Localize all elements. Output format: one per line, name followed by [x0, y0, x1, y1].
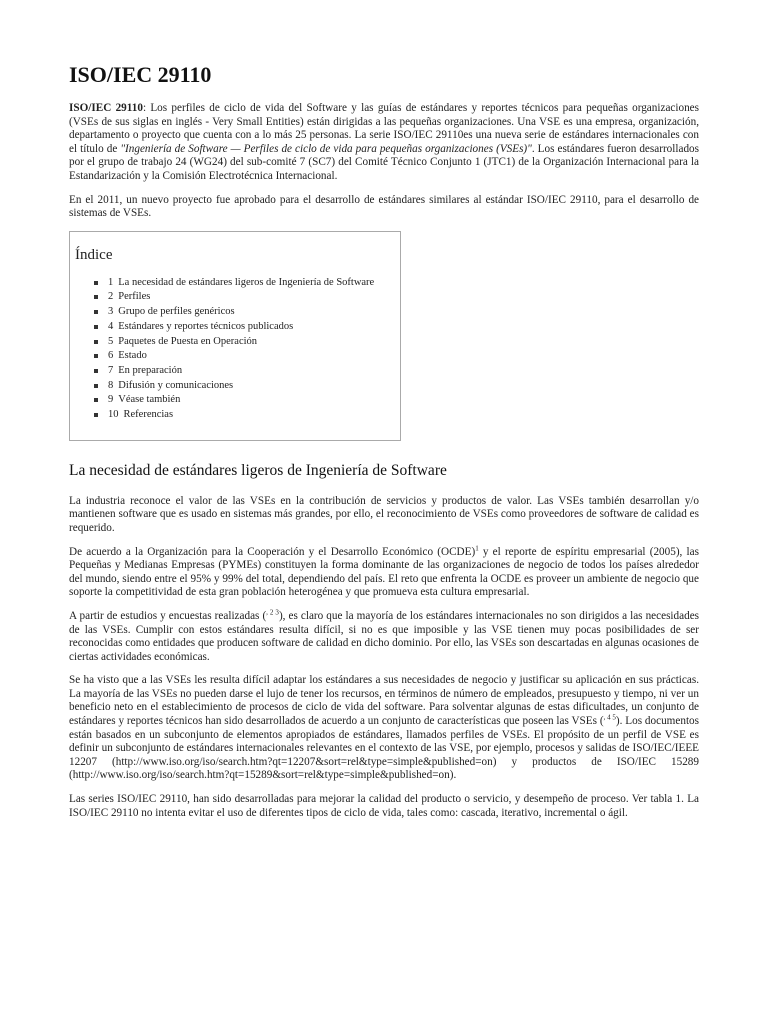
document-page [69, 62, 699, 830]
intro-bold-term: ISO/IEC 29110 [69, 102, 143, 114]
toc-list [74, 276, 400, 423]
toc-item-number: 7 [108, 364, 114, 376]
standard-title-quote: "Ingeniería de Software — Perfiles de ciclo de vida para pequeñas organizaciones (VSEs)" [120, 142, 532, 155]
toc-item-label[interactable]: Véase también [118, 394, 181, 406]
toc-item-number: 8 [108, 379, 114, 391]
toc-item-number: 6 [108, 350, 114, 362]
footnote-ref[interactable]: 1 [475, 543, 479, 552]
toc-title: Índice [75, 246, 113, 263]
toc-item-label[interactable]: Grupo de perfiles genéricos [118, 306, 235, 318]
toc-item[interactable] [94, 349, 400, 364]
toc-item[interactable] [94, 305, 400, 320]
intro-section [69, 102, 699, 221]
toc-item-number: 5 [108, 335, 114, 347]
toc-item[interactable] [94, 290, 400, 305]
toc-item-label[interactable]: Estado [118, 350, 147, 362]
page-title: ISO/IEC 29110 [69, 62, 212, 87]
intro-paragraph-2: En el 2011, un nuevo proyecto fue aprobado para el desarrollo de estándares similares al estándar ISO/IEC 29110, para el desarrollo de sistemas de VSEs. [69, 193, 699, 220]
toc-item[interactable] [94, 379, 400, 394]
footnote-ref[interactable]: , 2 3 [266, 608, 279, 617]
toc-item-label[interactable]: Difusión y comunicaciones [118, 379, 234, 391]
toc-item[interactable] [94, 408, 400, 423]
toc-item-number: 1 [108, 276, 114, 288]
toc-item[interactable] [94, 335, 400, 350]
section-paragraph-4: Se ha visto que a las VSEs les resulta difícil adaptar los estándares a sus necesidades de negocio y justificar su aplicación en sus prácticas. La mayoría de las VSEs no pueden darse el lujo de tener los recursos, en términos de número de empleados, presupuesto y tiempo, ni ver un beneficio neto en el establecimiento de procesos de ciclo de vida del software. Para solventar algunas de estas dificultades, un conjunto de estándares y reportes técnicos han sido desarrollados de acuerdo a un conjunto de características que poseen las VSEs ($^{, 4 5}$). Los documentos están basados en un subconjunto de elementos apropiados de estándares, llamados perfiles de VSEs. El propósito de un perfil de VSE es definir un subconjunto de estándares internacionales relevantes en el contexto de las VSE, por ejemplo, procesos y salidas de ISO/IEC/IEEE 12207 (http://www.iso.org/iso/search.htm?qt=12207&sort=rel&type=simple&published=on) y productos de ISO/IEC 15289 (http://www.iso.org/iso/search.htm?qt=15289&sort=rel&type=simple&published=on). [69, 674, 699, 782]
toc-item-number: 10 [108, 409, 119, 421]
intro-paragraph-1: ISO/IEC 29110: Los perfiles de ciclo de vida del Software y las guías de estándares y reportes técnicos para pequeñas organizaciones (VSEs de sus siglas en inglés - Very Small Entities) están dirigidas a las pequeñas organizaciones. Una VSE es una empresa, organización, departamento o proyecto que cuenta con a lo más 25 personas. La serie ISO/IEC 29110es una nueva serie de estándares internacionales con el título de "Ingeniería de Software — Perfiles de ciclo de vida para pequeñas organizaciones (VSEs)". Los estándares fueron desarrollados por el grupo de trabajo 24 (WG24) del sub-comité 7 (SC7) del Comité Técnico Conjunto 1 (JTC1) de la Organización Internacional para la Estandarización y la Comisión Electrotécnica Internacional. [69, 102, 699, 182]
section-heading: La necesidad de estándares ligeros de Ingeniería de Software [69, 461, 447, 479]
toc-item-label[interactable]: En preparación [118, 364, 183, 376]
toc-item-number: 3 [108, 306, 114, 318]
toc-item-label[interactable]: Estándares y reportes técnicos publicados [118, 320, 294, 332]
toc-item[interactable] [94, 320, 400, 335]
section-paragraph-3: A partir de estudios y encuestas realizadas ($^{, 2 3}$), es claro que la mayoría de los estándares internacionales no son dirigidos a las necesidades de las VSEs. Cumplir con estos estándares resulta difícil, si no es que imposible y las VSE tienen muy pocas posibilidades de ser reconocidas como entidades que producen software de calidad en dicho dominio. Por ello, las VSEs son descartadas en algunas ocasiones de ciertas actividades económicas. [69, 608, 700, 663]
toc-item-number: 4 [108, 320, 114, 332]
toc-item-number: 9 [108, 394, 114, 406]
toc-item-label[interactable]: Perfiles [118, 291, 151, 303]
table-of-contents [69, 231, 401, 441]
section-paragraph-5: Las series ISO/IEC 29110, han sido desarrolladas para mejorar la calidad del producto o servicio, y desempeño de proceso. Ver tabla 1. La ISO/IEC 29110 no intenta evitar el uso de diferentes tipos de ciclo de vida, tales como: cascada, iterativo, incremental o ágil. [69, 793, 699, 819]
toc-item[interactable] [94, 364, 400, 379]
section-paragraph-1: La industria reconoce el valor de las VSEs en la contribución de servicios y productos de valor. Las VSEs también desarrollan y/o mantienen software que es usado en sistemas más grandes, por ello, el reconocimiento de VSEs como proveedores de software de calidad es requerido. [69, 494, 699, 534]
section-paragraph-2: De acuerdo a la Organización para la Cooperación y el Desarrollo Económico (OCDE)$^1$ y el reporte de espíritu empresarial (2005), las Pequeñas y Medianas Empresas (PYMEs) constituyen la forma dominante de las organizaciones de negocio de todos los países alrededor del mundo, siendo entre el 95% y 99% del total, dependiendo del país. El reto que enfrenta la OCDE es proveer un ambiente de negocio que soporte la competitividad de esta gran población heterogénea y que promueva esta cultura empresarial. [69, 543, 699, 599]
toc-item[interactable] [94, 393, 400, 408]
toc-item-label[interactable]: Paquetes de Puesta en Operación [118, 335, 258, 347]
footnote-ref[interactable]: , 4 5 [603, 713, 616, 722]
toc-item-label[interactable]: La necesidad de estándares ligeros de Ingeniería de Software [118, 276, 375, 288]
toc-item-number: 2 [108, 291, 114, 303]
toc-item[interactable] [94, 276, 400, 291]
toc-item-label[interactable]: Referencias [123, 409, 174, 421]
